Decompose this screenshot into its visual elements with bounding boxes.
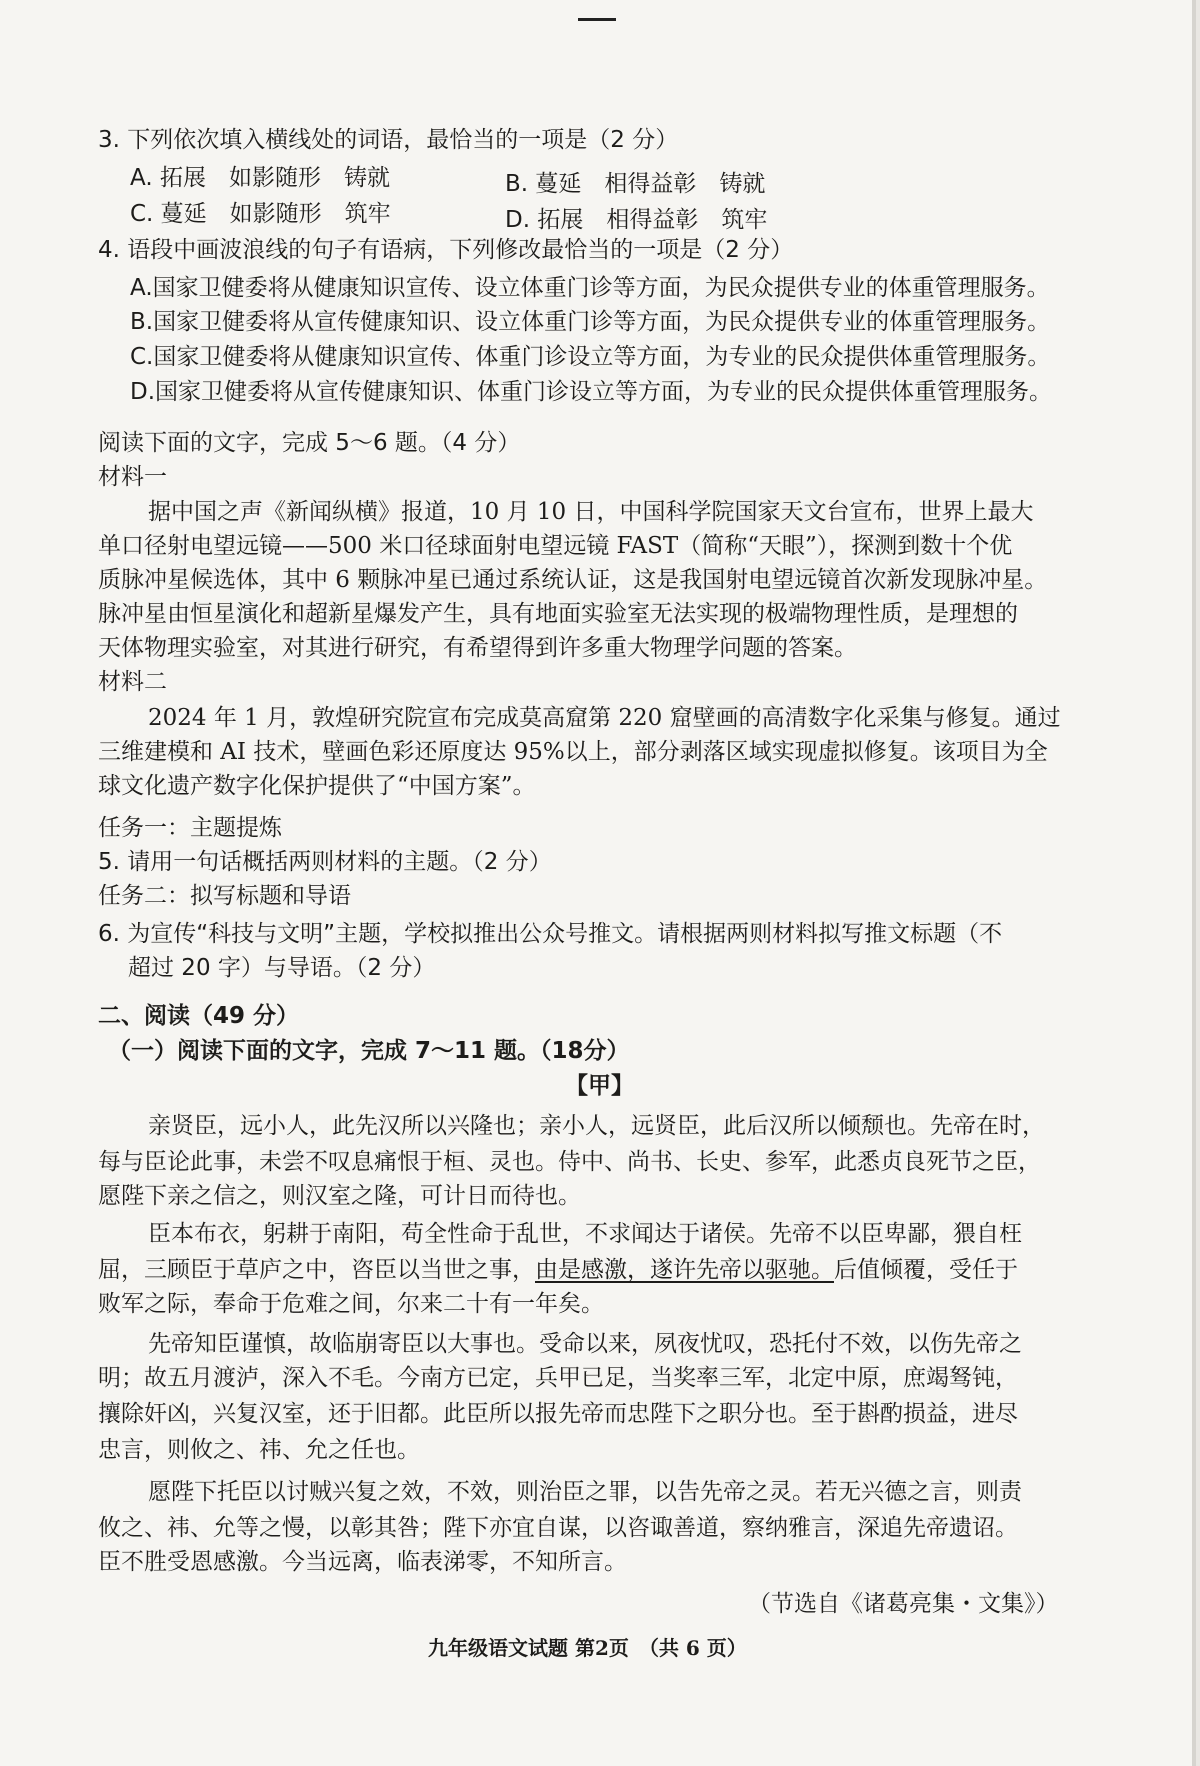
material-1-line: 质脉冲星候选体，其中 6 颗脉冲星已通过系统认证，这是我国射电望远镜首次新发现脉冲星。 <box>98 567 1048 593</box>
passage-line: 亲贤臣，远小人，此先汉所以兴隆也；亲小人，远贤臣，此后汉所以倾颓也。先帝在时， <box>148 1113 1045 1139</box>
material-1-line: 天体物理实验室，对其进行研究，有希望得到许多重大物理学问题的答案。 <box>98 635 857 661</box>
page-top-mark <box>578 18 616 21</box>
q3-option-c: C. 蔓延 如影随形 筑牢 <box>130 201 391 227</box>
underlined-sentence: 由是感激，遂许先帝以驱驰。 <box>535 1257 834 1283</box>
material-2-line: 2024 年 1 月，敦煌研究院宣布完成莫高窟第 220 窟壁画的高清数字化采集与修复。通过 <box>148 705 1061 731</box>
passage-line: 愿陛下亲之信之，则汉室之隆，可计日而待也。 <box>98 1183 581 1209</box>
passage-source: （节选自《诸葛亮集・文集》） <box>748 1591 1059 1617</box>
material-1-line: 脉冲星由恒星演化和超新星爆发产生，具有地面实验室无法实现的极端物理性质，是理想的 <box>98 601 1018 627</box>
q4-option-c: C.国家卫健委将从健康知识宣传、体重门诊设立等方面，为专业的民众提供体重管理服务。 <box>130 344 1051 370</box>
passage-line: 攸之、祎、允等之慢，以彰其咎；陛下亦宜自谋，以咨诹善道，察纳雅言，深追先帝遗诏。 <box>98 1515 1018 1541</box>
q3-option-d: D. 拓展 相得益彰 筑牢 <box>505 207 768 233</box>
question-5: 5. 请用一句话概括两则材料的主题。（2 分） <box>98 849 552 875</box>
passage-line: 臣不胜受恩感激。今当远离，临表涕零，不知所言。 <box>98 1549 627 1575</box>
passage-line: 攘除奸凶，兴复汉室，还于旧都。此臣所以报先帝而忠陛下之职分也。至于斟酌损益，进尽 <box>98 1401 1018 1427</box>
q3-option-a: A. 拓展 如影随形 铸就 <box>130 165 390 191</box>
passage-text: 后值倾覆，受任于 <box>834 1257 1018 1283</box>
material-1-line: 单口径射电望远镜——500 米口径球面射电望远镜 FAST（简称“天眼”），探测到数十个优 <box>98 533 1013 559</box>
reading-5-6-intro: 阅读下面的文字，完成 5～6 题。（4 分） <box>98 430 521 456</box>
passage-jia-label: 【甲】 <box>565 1072 634 1099</box>
section-2-subtitle: （一）阅读下面的文字，完成 7～11 题。（18分） <box>108 1038 630 1064</box>
q4-option-b: B.国家卫健委将从宣传健康知识、设立体重门诊等方面，为民众提供专业的体重管理服务。 <box>130 309 1051 335</box>
material-1-line: 据中国之声《新闻纵横》报道，10 月 10 日，中国科学院国家天文台宣布，世界上最大 <box>148 499 1034 525</box>
q4-option-d: D.国家卫健委将从宣传健康知识、体重门诊设立等方面，为专业的民众提供体重管理服务。 <box>130 379 1053 405</box>
q4-option-a: A.国家卫健委将从健康知识宣传、设立体重门诊等方面，为民众提供专业的体重管理服务。 <box>130 275 1050 301</box>
material-2-line: 球文化遗产数字化保护提供了“中国方案”。 <box>98 773 536 799</box>
material-2-title: 材料二 <box>98 669 167 695</box>
section-2-title: 二、阅读（49 分） <box>98 1003 300 1029</box>
task-2-heading: 任务二：拟写标题和导语 <box>98 883 351 909</box>
passage-line: 愿陛下托臣以讨贼兴复之效，不效，则治臣之罪，以告先帝之灵。若无兴德之言，则责 <box>148 1479 1022 1505</box>
passage-text: 屈，三顾臣于草庐之中，咨臣以当世之事， <box>98 1257 535 1283</box>
q3-option-b: B. 蔓延 相得益彰 铸就 <box>505 171 766 197</box>
passage-line: 先帝知臣谨慎，故临崩寄臣以大事也。受命以来，夙夜忧叹，恐托付不效，以伤先帝之 <box>148 1331 1022 1357</box>
passage-line <box>98 1254 1018 1286</box>
passage-line: 明；故五月渡泸，深入不毛。今南方已定，兵甲已足，当奖率三军，北定中原，庶竭驽钝， <box>98 1365 1018 1391</box>
q3-stem: 3. 下列依次填入横线处的词语，最恰当的一项是（2 分） <box>98 127 679 153</box>
passage-line: 忠言，则攸之、祎、允之任也。 <box>98 1437 420 1463</box>
passage-line: 每与臣论此事，未尝不叹息痛恨于桓、灵也。侍中、尚书、长史、参军，此悉贞良死节之臣， <box>98 1149 1041 1175</box>
page-footer: 九年级语文试题 第2页 （共 6 页） <box>428 1636 747 1660</box>
material-2-line: 三维建模和 AI 技术，壁画色彩还原度达 95%以上，部分剥落区域实现虚拟修复。该项目为全 <box>98 739 1048 765</box>
question-6-line: 超过 20 字）与导语。（2 分） <box>128 955 436 981</box>
passage-line: 臣本布衣，躬耕于南阳，苟全性命于乱世，不求闻达于诸侯。先帝不以臣卑鄙，猥自枉 <box>148 1221 1022 1247</box>
q4-stem: 4. 语段中画波浪线的句子有语病，下列修改最恰当的一项是（2 分） <box>98 237 794 263</box>
task-1-heading: 任务一：主题提炼 <box>98 815 282 841</box>
passage-line: 败军之际，奉命于危难之间，尔来二十有一年矣。 <box>98 1291 604 1317</box>
material-1-title: 材料一 <box>98 464 167 490</box>
question-6-line: 6. 为宣传“科技与文明”主题，学校拟推出公众号推文。请根据两则材料拟写推文标题（不 <box>98 921 1003 947</box>
